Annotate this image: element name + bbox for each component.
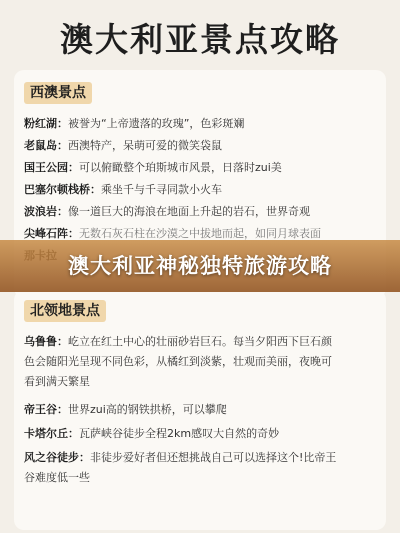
entry-name: 波浪岩： <box>24 205 68 218</box>
entry-name: 巴塞尔顿栈桥： <box>24 183 101 196</box>
entry-kings-park <box>24 158 378 178</box>
entry-text-line: 屹立在红土中心的壮丽砂岩巨石。每当夕阳西下巨石颜 <box>68 335 332 348</box>
entry-text-line: 世界zui高的钢铁拱桥，可以攀爬 <box>68 403 227 416</box>
entry-name: 国王公园： <box>24 161 79 174</box>
entry-kings-canyon <box>24 400 378 420</box>
entry-text: 乘坐千与千寻同款小火车 <box>101 183 222 196</box>
entry-text: 像一道巨大的海浪在地面上升起的岩石，世界奇观 <box>68 205 310 218</box>
entry-text: 被誉为“上帝遗落的玫瑰”，色彩斑斓 <box>68 117 245 130</box>
entry-text-line: 非徒步爱好者但还想挑战自己可以选择这个!比帝王 <box>90 451 337 464</box>
entry-name: 风之谷徒步： <box>24 451 90 464</box>
entry-uluru <box>24 332 378 392</box>
entry-name: 乌鲁鲁： <box>24 335 68 348</box>
entry-name: 粉红湖： <box>24 117 68 130</box>
entry-text-line: 瓦萨峡谷徒步全程2km感叹大自然的奇妙 <box>79 427 280 440</box>
entry-text: 无数石灰石柱在沙漠之中拔地而起，如同月球表面 <box>79 227 321 240</box>
page-title: 澳大利亚景点攻略 <box>60 20 340 59</box>
entry-name: 帝王谷： <box>24 403 68 416</box>
entry-text-line: 看到满天繁星 <box>24 375 90 388</box>
entry-text-line: 色会随阳光呈现不同色彩，从橘红到淡紫，壮观而美丽，夜晚可 <box>24 355 332 368</box>
entry-rottnest <box>24 136 378 156</box>
section-heading-north: 北领地景点 <box>24 300 106 322</box>
title-banner <box>0 240 400 292</box>
section-heading-west: 西澳景点 <box>24 82 92 104</box>
banner-title: 澳大利亚神秘独特旅游攻略 <box>68 254 332 278</box>
entry-wave-rock <box>24 202 378 222</box>
entry-name: 尖峰石阵： <box>24 227 79 240</box>
entry-busselton-jetty <box>24 180 378 200</box>
entry-name: 老鼠岛： <box>24 139 68 152</box>
entry-name: 卡塔尔丘： <box>24 427 79 440</box>
entry-text: 西澳特产，呆萌可爱的微笑袋鼠 <box>68 139 222 152</box>
northern-territory-card <box>14 290 386 530</box>
entry-kata-tjuta <box>24 424 378 444</box>
entry-text-line: 谷难度低一些 <box>24 471 90 484</box>
entry-pink-lake <box>24 114 378 134</box>
entry-text: 可以俯瞰整个珀斯城市风景，日落时zui美 <box>79 161 282 174</box>
entry-valley-of-winds <box>24 448 378 488</box>
